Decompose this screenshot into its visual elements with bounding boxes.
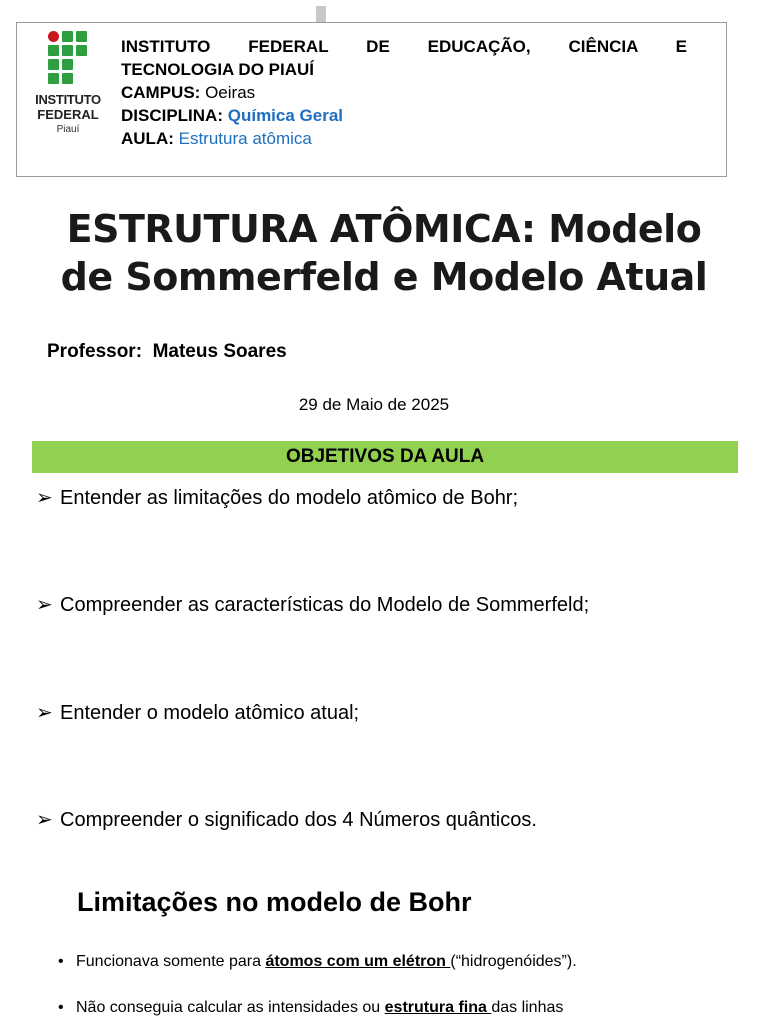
page-title [0, 205, 768, 301]
discipline-label: DISCIPLINA: [121, 106, 223, 125]
logo-line3: Piauí [56, 124, 80, 135]
bullet-dot-icon: • [58, 999, 64, 1016]
arrow-bullet-icon: ➢ [36, 594, 53, 616]
title-line2: de Sommerfeld e Modelo Atual [60, 255, 708, 299]
logo-line1: INSTITUTO [35, 92, 101, 107]
arrow-bullet-icon: ➢ [36, 809, 53, 831]
professor-name: Professor: Mateus Soares [47, 341, 287, 362]
class-value: Estrutura atômica [178, 129, 312, 148]
institution-name-line1: INSTITUTO FEDERAL DE EDUCAÇÃO, CIÊNCIA E [121, 37, 687, 56]
section-title-bohr: Limitações no modelo de Bohr [77, 887, 472, 917]
campus-row [121, 81, 687, 104]
institution-name-line2: TECNOLOGIA DO PIAUÍ [121, 60, 314, 79]
objective-text: Compreender as características do Modelo de Sommerfeld; [60, 594, 590, 616]
discipline-value: Química Geral [227, 106, 344, 125]
limitation-text-after: das linhas [491, 999, 564, 1016]
campus-value: Oeiras [205, 83, 256, 102]
limitation-text-before: Não conseguia calcular as intensidades ou [76, 999, 385, 1016]
title-line1: ESTRUTURA ATÔMICA: Modelo [66, 207, 702, 251]
limitation-item [58, 997, 718, 1018]
class-row [121, 127, 687, 150]
objective-item [36, 700, 359, 725]
objectives-heading: OBJETIVOS DA AULA [32, 441, 738, 473]
bullet-dot-icon: • [58, 953, 64, 970]
header-text [121, 35, 687, 150]
class-label: AULA: [121, 129, 174, 148]
arrow-bullet-icon: ➢ [36, 487, 53, 509]
discipline-row [121, 104, 687, 127]
lesson-date: 29 de Maio de 2025 [298, 395, 450, 414]
institution-header [16, 22, 727, 177]
limitation-item [58, 951, 718, 972]
limitation-emphasis: átomos com um elétron [265, 953, 451, 970]
objective-item [36, 592, 589, 617]
arrow-bullet-icon: ➢ [36, 702, 53, 724]
logo-text [25, 93, 111, 135]
campus-label: CAMPUS: [121, 83, 201, 102]
objective-text: Entender as limitações do modelo atômico de Bohr; [60, 487, 519, 509]
limitation-emphasis: estrutura fina [384, 999, 492, 1016]
institution-logo [25, 31, 111, 151]
objective-text: Entender o modelo atômico atual; [60, 702, 360, 724]
objective-item [36, 807, 537, 832]
logo-line2: FEDERAL [37, 107, 99, 122]
objective-text: Compreender o significado dos 4 Números quânticos. [60, 809, 537, 831]
objective-item [36, 485, 518, 510]
limitation-text-before: Funcionava somente para [76, 953, 266, 970]
limitation-text-after: (“hidrogenóides”). [450, 953, 577, 970]
